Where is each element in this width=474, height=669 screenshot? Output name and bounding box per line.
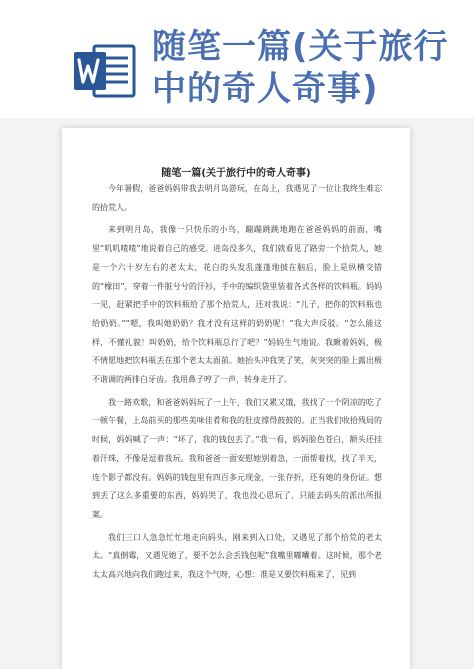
document-page bbox=[62, 128, 410, 669]
banner-title: 随笔一篇(关于旅行中的奇人奇事) bbox=[152, 27, 449, 109]
paragraph: 我一路欢歌，和爸爸妈妈玩了一上午，我们又累又饿，我找了一个阴凉的吃了一顿午餐，上岛前买的那些美味佳肴和我的肚皮撑得鼓鼓的。正当我们收拾残局的时候，妈妈喊了一声：“坏了，我的钱包丢了。”我一看，妈妈脸色苍白，额头还挂着汗珠，不像是逗着我玩。我和爸爸一面安慰她别着急，一面帮着找，找了半天，连个影子都没有。妈妈的钱包里有四百多元现金，一张存折，还有她的身份证。想到丢了这么多重要的东西，妈妈哭了，我也没心思玩了，只能去码头的派出所报案。 bbox=[92, 397, 382, 519]
document-body bbox=[92, 180, 382, 589]
paragraph: 我们三口人急急忙忙地走向码头，刚来到入口处，又遇见了那个拾荒的老太太。“真倒霉，又遇见她了，要不怎么会丢钱包呢”我嘴里嘟囔着。这时候，那个老太太高兴地向我们跑过来，我这个气呀，心想：准是又要饮料瓶来了，见到 bbox=[92, 532, 382, 580]
document-title: 随笔一篇(关于旅行中的奇人奇事) bbox=[161, 168, 311, 179]
header-banner bbox=[0, 0, 474, 128]
word-doc-icon bbox=[72, 42, 138, 100]
paragraph: 来到明月岛，我像一只快乐的小鸟，蹦蹦跳跳地跑在爸爸妈妈的前面，嘴里“叽叽喳喳”地说着自己的感受。进岛没多久，我们就看见了路旁一个拾荒人，她是一个六十岁左右的老太太，花白的头发乱蓬蓬地披在脑后，脸上是纵横交错的“橡田”，穿着一件脏兮兮的汗衫，手中的编织袋里装着各式各样的饮料瓶。妈妈一见，赶紧把手中的饮料瓶给了那个拾荒人，还对我说：“儿子，把你的饮料瓶也给奶奶。”“嗯，我叫她奶奶？我才没有这样的奶奶呢！”我大声反驳。“怎么能这样，不懂礼貌！叫奶奶，给个饮料瓶总行了吧？”妈妈生气地说。我瞅着妈妈，极不情愿地把饮料瓶丢在那个老太太面前。她抬头冲我笑了笑，灰突突的脸上露出极不谐调的两排白牙齿。我用鼻子哼了一声，转身走开了。 bbox=[92, 225, 382, 385]
paragraph: 今年暑假，爸爸妈妈带我去明月岛游玩，在岛上，我遇见了一位让我终生难忘的拾荒人。 bbox=[92, 184, 382, 212]
